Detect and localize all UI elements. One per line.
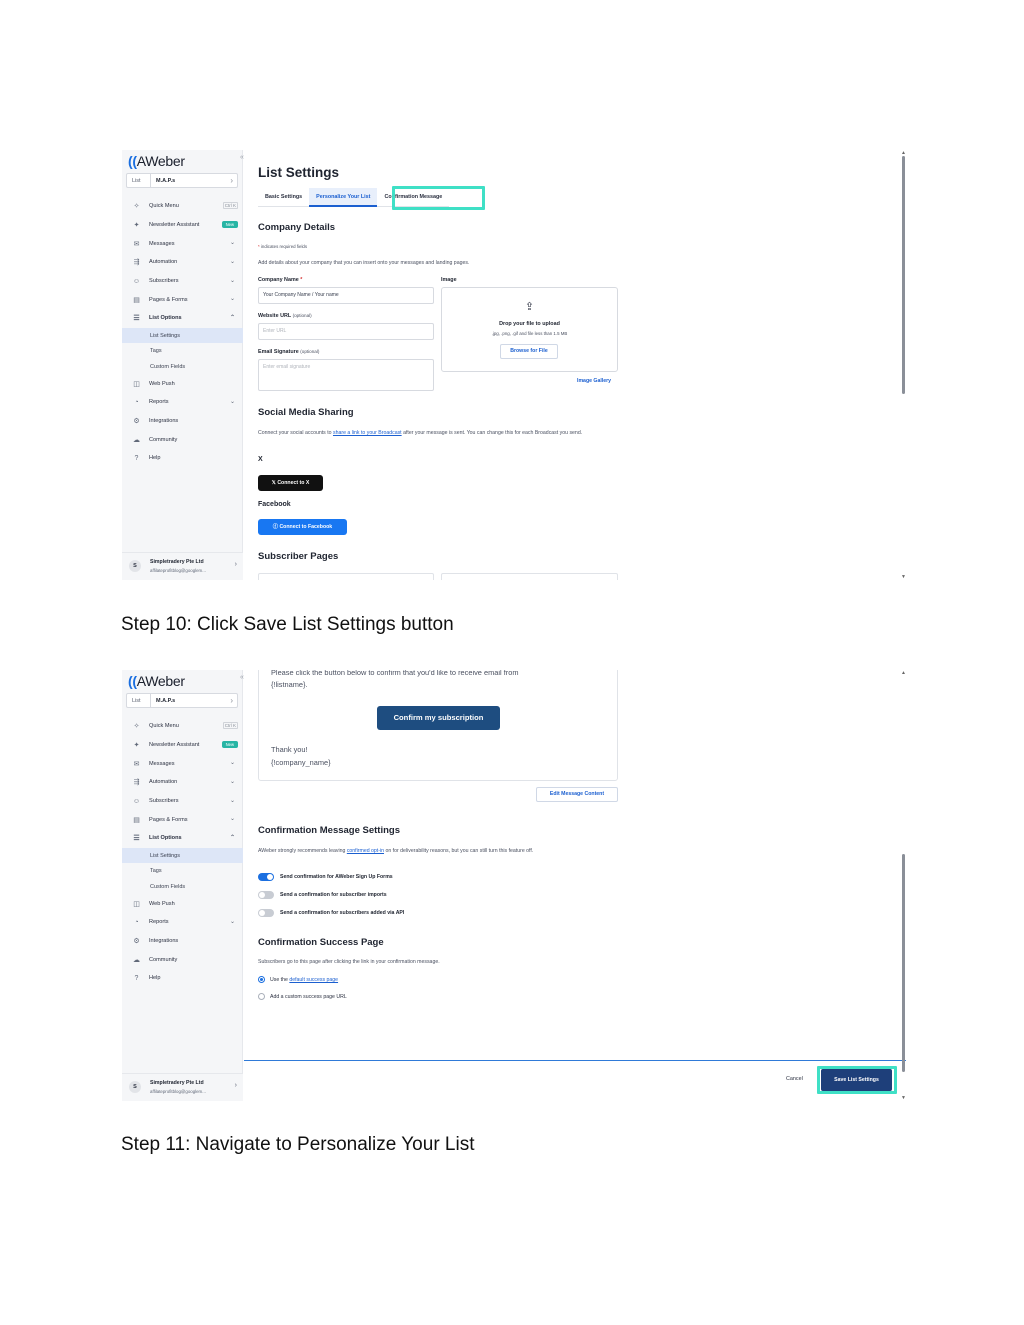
- toggle-signup-forms[interactable]: [258, 873, 274, 881]
- sidebar-nav: [122, 197, 243, 468]
- new-badge: New: [222, 221, 238, 228]
- sidebar-subitem-tags[interactable]: Tags: [150, 868, 162, 875]
- sidebar-subitem-custom-fields[interactable]: Custom Fields: [150, 363, 186, 370]
- upload-icon: ⇪: [524, 301, 535, 313]
- automation-icon: ⇶: [133, 779, 140, 787]
- sidebar-subitem-list-settings[interactable]: List Settings: [122, 848, 243, 864]
- chevron-up-icon: ⌃: [229, 315, 235, 322]
- drop-text: Drop your file to upload: [499, 321, 560, 327]
- chevron-down-icon: ⌄: [229, 760, 235, 767]
- help-icon: ?: [134, 974, 139, 982]
- sidebar-item-integrations[interactable]: ⚙ Integrations: [133, 418, 179, 426]
- subscriber-pages-heading: Subscriber Pages: [258, 551, 339, 562]
- sidebar-item-pages-forms[interactable]: ▤ Pages & Forms ⌄: [133, 296, 235, 304]
- chevron-up-icon: ⌃: [229, 835, 235, 842]
- social-description: Connect your social accounts to share a link to your Broadcast after your message is sent. You can change this for each Broadcast you send.: [258, 430, 583, 436]
- toggle-subscriber-imports[interactable]: [258, 891, 274, 899]
- sidebar-item-list-options[interactable]: ☰ List Options ⌃: [133, 835, 235, 843]
- page-title: List Settings: [258, 165, 340, 180]
- toggle-label: Send a confirmation for subscribers added via API: [280, 910, 405, 916]
- success-description: Subscribers go to this page after clicking the link in your confirmation message.: [258, 959, 440, 965]
- save-list-settings-button[interactable]: Save List Settings: [821, 1069, 892, 1091]
- sidebar-item-subscribers[interactable]: ☺ Subscribers ⌄: [132, 277, 235, 285]
- sidebar-item-newsletter-assistant[interactable]: ✦ Newsletter Assistant New: [122, 216, 243, 235]
- image-label: Image: [441, 277, 457, 283]
- subscriber-page-card[interactable]: [258, 573, 434, 580]
- sidebar-item-messages[interactable]: ✉ Messages ⌄: [133, 240, 235, 248]
- sidebar-item-quick-menu[interactable]: ✧ Quick Menu Ctrl K: [133, 723, 236, 731]
- page-icon: ▤: [133, 296, 140, 304]
- highlight-box: [817, 1066, 897, 1094]
- quick-menu-icon: ✧: [133, 723, 140, 731]
- chevron-right-icon: ›: [234, 1082, 237, 1089]
- share-link[interactable]: share a link to your Broadcast: [332, 430, 402, 436]
- step-caption: Step 10: Click Save List Settings button: [121, 614, 454, 635]
- company-details-heading: Company Details: [258, 222, 336, 233]
- avatar: S: [129, 1081, 141, 1093]
- help-icon: ?: [134, 454, 139, 462]
- collapse-sidebar-icon[interactable]: «: [240, 674, 244, 681]
- facebook-label: Facebook: [258, 501, 291, 508]
- drop-hint: .jpg, .png, .gif and file less than 1.5 MB: [491, 331, 568, 336]
- sidebar-item-quick-menu[interactable]: ✧ Quick Menu Ctrl K: [133, 203, 236, 211]
- sidebar-item-reports[interactable]: ◔ Reports ⌄: [122, 913, 243, 932]
- x-logo-icon: 𝕏: [271, 480, 278, 486]
- sidebar-item-community[interactable]: ☁ Community: [133, 436, 178, 444]
- cancel-button[interactable]: Cancel: [786, 1076, 803, 1082]
- sidebar-subitem-tags[interactable]: Tags: [150, 348, 162, 355]
- website-url-label: Website URL (optional): [258, 313, 312, 319]
- chevron-down-icon: ⌄: [229, 779, 235, 786]
- new-badge: New: [222, 741, 238, 748]
- automation-icon: ⇶: [133, 259, 140, 267]
- success-page-heading: Confirmation Success Page: [258, 937, 384, 948]
- connect-facebook-button[interactable]: ⓕ Connect to Facebook: [258, 519, 347, 535]
- radio-label: Add a custom success page URL: [270, 994, 347, 1000]
- aweber-logo[interactable]: ((AWeber: [128, 673, 185, 689]
- envelope-icon: ✉: [133, 240, 140, 248]
- required-note: * indicates required fields: [258, 244, 308, 249]
- radio-default-success-page[interactable]: [258, 976, 265, 983]
- sidebar-item-web-push[interactable]: ◫ Web Push: [133, 900, 175, 908]
- subscriber-page-card[interactable]: [441, 573, 618, 580]
- sidebar-subitem-list-settings[interactable]: List Settings: [122, 328, 243, 344]
- collapse-sidebar-icon[interactable]: «: [240, 154, 244, 161]
- image-dropzone[interactable]: [441, 287, 618, 372]
- community-icon: ☁: [133, 956, 140, 964]
- email-signature-label: Email Signature (optional): [258, 349, 320, 355]
- sparkle-icon: ✦: [133, 742, 140, 750]
- message-line: Please click the button below to confirm that you'd like to receive email from: [271, 670, 519, 677]
- users-icon: ☺: [132, 797, 141, 805]
- scrollbar[interactable]: ▲ ▼: [901, 670, 906, 1101]
- sidebar-item-community[interactable]: ☁ Community: [133, 956, 178, 964]
- chevron-down-icon: ⌄: [229, 277, 235, 284]
- sliders-icon: ☰: [133, 835, 140, 843]
- account-name: Simpletradery Pte Ltd: [150, 1080, 204, 1086]
- step-caption: Step 11: Navigate to Personalize Your List: [121, 1134, 475, 1155]
- account-switcher[interactable]: [122, 1073, 243, 1101]
- chevron-down-icon: ⌄: [229, 259, 235, 266]
- edit-message-content-button[interactable]: Edit Message Content: [536, 787, 618, 802]
- envelope-icon: ✉: [133, 760, 140, 768]
- chart-icon: ◔: [134, 398, 139, 406]
- company-name-input[interactable]: Your Company Name / Your name: [258, 287, 434, 304]
- scrollbar-thumb[interactable]: [902, 854, 905, 1072]
- radio-label: Use the default success page: [270, 977, 339, 983]
- sparkle-icon: ✦: [133, 222, 140, 230]
- social-sharing-heading: Social Media Sharing: [258, 407, 354, 418]
- main-content: [244, 150, 906, 580]
- browse-file-button[interactable]: Browse for File: [500, 344, 558, 359]
- sidebar-subitem-custom-fields[interactable]: Custom Fields: [150, 883, 186, 890]
- toggle-api-subscribers[interactable]: [258, 909, 274, 917]
- chevron-down-icon: ⌄: [229, 797, 235, 804]
- sidebar-nav: [122, 717, 243, 988]
- website-url-input[interactable]: Enter URL: [258, 323, 434, 340]
- plug-icon: ⚙: [133, 418, 140, 426]
- confirm-subscription-button[interactable]: Confirm my subscription: [377, 706, 500, 730]
- sidebar: [122, 150, 243, 580]
- list-name: M.A.P.s: [156, 698, 176, 704]
- main-content: [244, 670, 906, 1101]
- chevron-right-icon: ›: [234, 561, 237, 568]
- scrollbar-thumb[interactable]: [902, 156, 905, 394]
- chevron-down-icon: ⌄: [229, 296, 235, 303]
- sidebar-item-automation[interactable]: ⇶ Automation ⌄: [133, 779, 235, 787]
- chevron-right-icon: ›: [230, 176, 233, 185]
- account-switcher[interactable]: [122, 552, 243, 580]
- list-selector-label: List: [132, 698, 141, 704]
- x-label: X: [258, 456, 263, 463]
- push-icon: ◫: [133, 380, 140, 388]
- list-name: M.A.P.s: [156, 178, 176, 184]
- company-description: Add details about your company that you can insert onto your messages and landing pages.: [258, 260, 470, 266]
- users-icon: ☺: [132, 277, 141, 285]
- plug-icon: ⚙: [133, 938, 140, 946]
- avatar: S: [129, 560, 141, 572]
- list-selector[interactable]: [126, 693, 238, 708]
- screenshot-confirmation-message: [122, 670, 906, 1101]
- highlight-box: [392, 186, 485, 210]
- screenshot-list-settings: [122, 150, 906, 580]
- chevron-down-icon: ⌄: [229, 919, 235, 925]
- chart-icon: ◔: [134, 918, 139, 926]
- aweber-logo[interactable]: ((AWeber: [128, 153, 185, 169]
- message-line: {!listname}.: [271, 680, 308, 689]
- confirmed-opt-in-link[interactable]: confirmed opt-in: [346, 848, 385, 854]
- shortcut-badge: Ctrl K: [224, 203, 236, 208]
- sidebar-item-integrations[interactable]: ⚙ Integrations: [133, 938, 179, 946]
- radio-custom-success-page[interactable]: [258, 993, 265, 1000]
- account-email: affilateprofitblog@googlem...: [150, 1089, 206, 1094]
- sidebar-item-messages[interactable]: ✉ Messages ⌄: [133, 760, 235, 768]
- default-success-page-link[interactable]: default success page: [289, 977, 339, 983]
- quick-menu-icon: ✧: [133, 203, 140, 211]
- tab-personalize-your-list[interactable]: Personalize Your List: [309, 188, 377, 207]
- page-icon: ▤: [133, 816, 140, 824]
- sidebar-item-reports[interactable]: ◔ Reports ⌄: [122, 393, 243, 412]
- sidebar-item-help[interactable]: ? Help: [122, 449, 243, 468]
- chevron-right-icon: ›: [230, 696, 233, 705]
- toggle-label: Send confirmation for AWeber Sign Up Forms: [280, 874, 393, 880]
- scrollbar[interactable]: ▲ ▼: [901, 150, 906, 580]
- email-signature-input[interactable]: Enter email signature: [258, 359, 434, 391]
- facebook-icon: ⓕ: [272, 524, 280, 530]
- company-name-label: Company Name *: [258, 277, 303, 283]
- connect-x-button[interactable]: 𝕏 Connect to X: [258, 475, 323, 491]
- sidebar-item-newsletter-assistant[interactable]: ✦ Newsletter Assistant New: [122, 736, 243, 755]
- message-line: {!company_name}: [271, 758, 331, 767]
- sidebar-item-automation[interactable]: ⇶ Automation ⌄: [133, 259, 235, 267]
- account-email: affilateprofitblog@googlem...: [150, 568, 206, 573]
- sidebar-item-web-push[interactable]: ◫ Web Push: [133, 380, 175, 388]
- shortcut-badge: Ctrl K: [224, 723, 236, 728]
- community-icon: ☁: [133, 436, 140, 444]
- chevron-down-icon: ⌄: [229, 399, 235, 405]
- sidebar-item-list-options[interactable]: ☰ List Options ⌃: [133, 315, 235, 323]
- message-preview: [258, 670, 618, 781]
- account-name: Simpletradery Pte Ltd: [150, 559, 204, 565]
- sidebar-item-subscribers[interactable]: ☺ Subscribers ⌄: [132, 797, 235, 805]
- list-selector-label: List: [132, 178, 141, 184]
- push-icon: ◫: [133, 900, 140, 908]
- toggle-label: Send a confirmation for subscriber imports: [280, 892, 387, 898]
- chevron-down-icon: ⌄: [229, 816, 235, 823]
- footer-divider: [244, 1060, 906, 1061]
- list-selector[interactable]: [126, 173, 238, 188]
- sidebar-item-help[interactable]: ? Help: [122, 969, 243, 988]
- confirmation-settings-heading: Confirmation Message Settings: [258, 825, 400, 836]
- confirmation-description: AWeber strongly recommends leaving confirmed opt-in on for deliverability reasons, but you can still turn this feature off.: [258, 848, 534, 854]
- sidebar-item-pages-forms[interactable]: ▤ Pages & Forms ⌄: [133, 816, 235, 824]
- tab-confirmation-message[interactable]: Confirmation Message: [384, 194, 443, 200]
- message-line: Thank you!: [271, 745, 308, 754]
- sliders-icon: ☰: [133, 315, 140, 323]
- sidebar: [122, 670, 243, 1101]
- image-gallery-link[interactable]: Image Gallery: [577, 378, 612, 384]
- chevron-down-icon: ⌄: [229, 240, 235, 247]
- tab-basic-settings[interactable]: Basic Settings: [265, 194, 303, 200]
